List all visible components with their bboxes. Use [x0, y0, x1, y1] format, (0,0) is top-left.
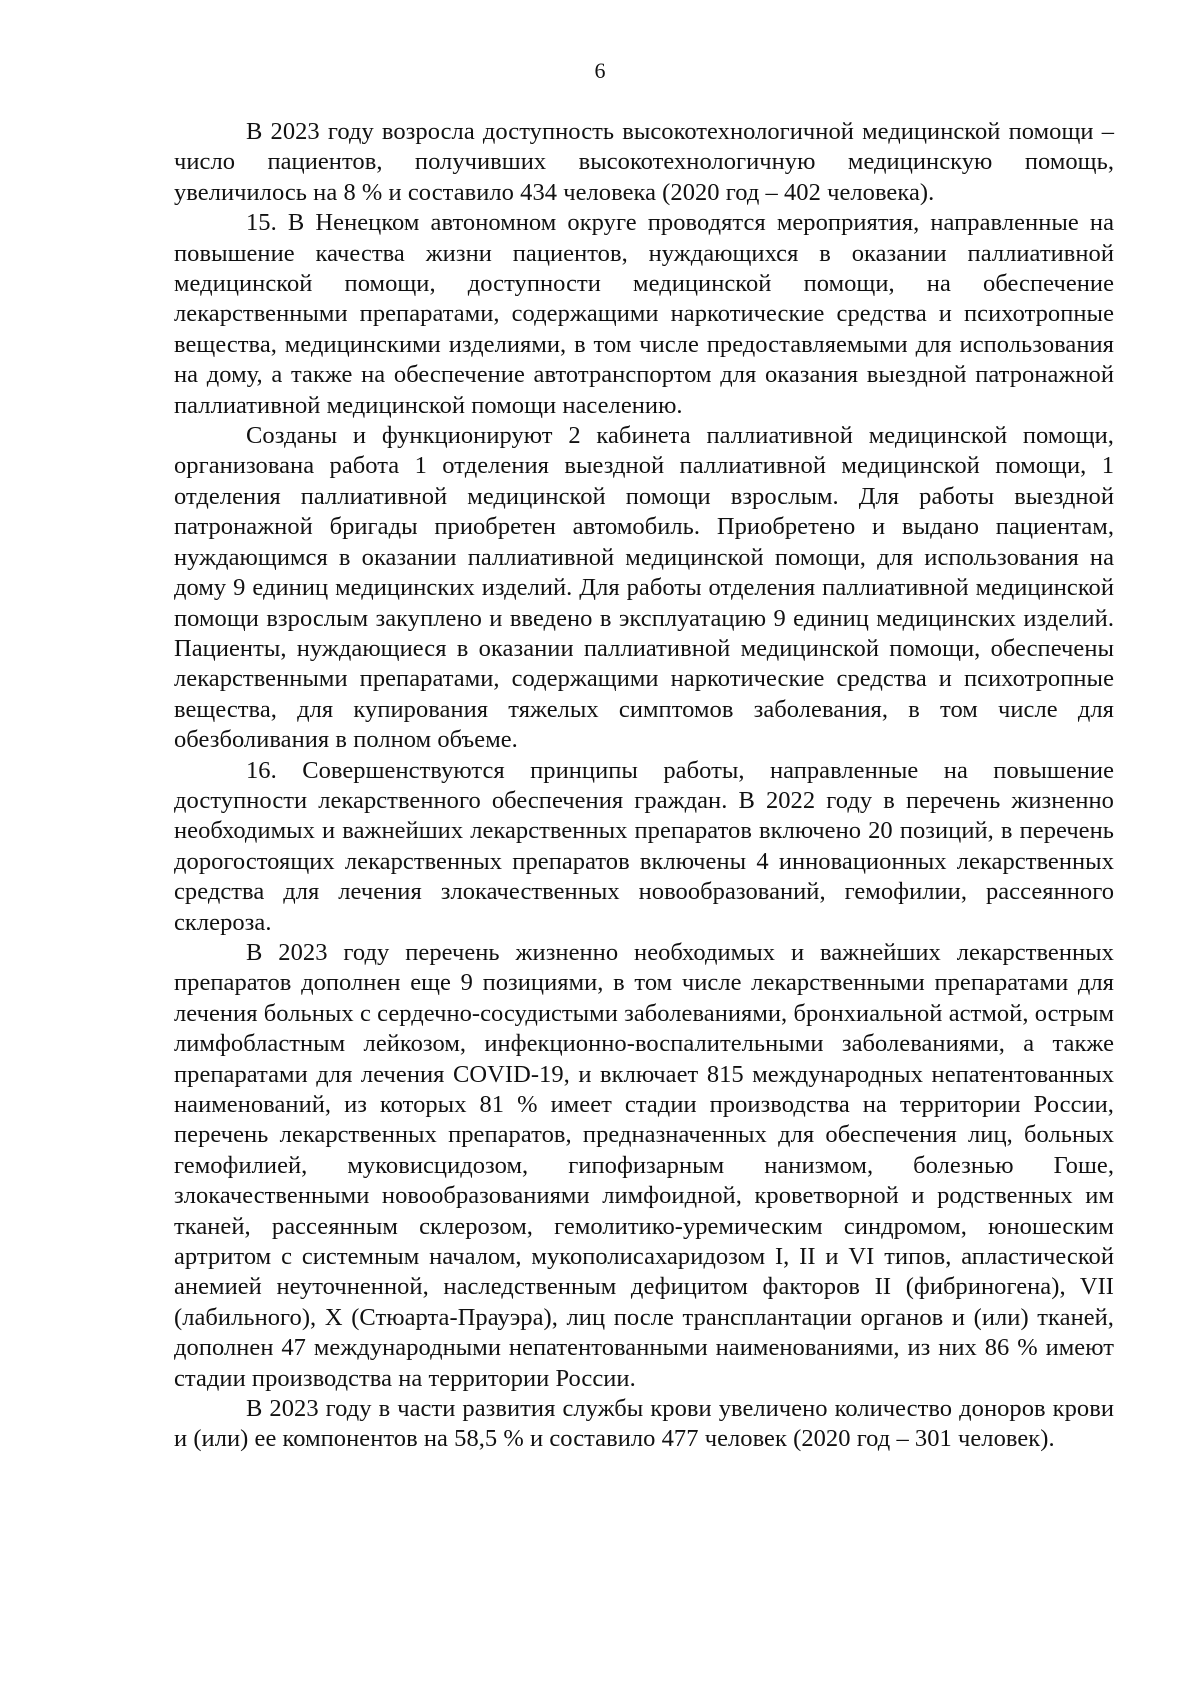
paragraph-palliative-units: Созданы и функционируют 2 кабинета паллиативной медицинской помощи, организована работа 1 отделения выездной паллиативной медицинской помощи, 1 отделения паллиативной медицинской помощи взрослым. Для работы выездной патронажной бригады приобретен автомобиль. Приобретено и выдано пациентам, нуждающимся в оказании паллиативной медицинской помощи, для использования на дому 9 единиц медицинских изделий. Для работы отделения паллиативной медицинской помощи взрослым закуплено и введено в эксплуатацию 9 единиц медицинских изделий. Пациенты, нуждающиеся в оказании паллиативной медицинской помощи, обеспечены лекарственными препаратами, содержащими наркотические средства и психотропные вещества, для купирования тяжелых симптомов заболевания, в том числе для обезболивания в полном объеме. [174, 422, 1114, 754]
paragraph-blood-donors: В 2023 году в части развития службы крови увеличено количество доноров крови и (или) ее компонентов на 58,5 % и составило 477 человек (2020 год – 301 человек). [174, 1395, 1114, 1453]
paragraph-drug-supply: 16. Совершенствуются принципы работы, направленные на повышение доступности лекарственного обеспечения граждан. В 2022 году в перечень жизненно необходимых и важнейших лекарственных препаратов включено 20 позиций, в перечень дорогостоящих лекарственных препаратов включены 4 инновационных лекарственных средства для лечения злокачественных новообразований, гемофилии, рассеянного склероза. [174, 756, 1114, 936]
paragraph-palliative-measures: 15. В Ненецком автономном округе проводятся мероприятия, направленные на повышение качества жизни пациентов, нуждающихся в оказании паллиативной медицинской помощи, доступности медицинской помощи, на обеспечение лекарственными препаратами, содержащими наркотические средства и психотропные вещества, медицинскими изделиями, в том числе предоставляемыми для использования на дому, а также на обеспечение автотранспортом для оказания выездной патронажной паллиативной медицинской помощи населению. [174, 209, 1114, 419]
paragraph-essential-drugs-list: В 2023 году перечень жизненно необходимых и важнейших лекарственных препаратов дополнен еще 9 позициями, в том числе лекарственными препаратами для лечения больных с сердечно-сосудистыми заболеваниями, бронхиальной астмой, острым лимфобластным лейкозом, инфекционно-воспалительными заболеваниями, а также препаратами для лечения COVID-19, и включает 815 международных непатентованных наименований, из которых 81 % имеет стадии производства на территории России, перечень лекарственных препаратов, предназначенных для обеспечения лиц, больных гемофилией, муковисцидозом, гипофизарным нанизмом, болезнью Гоше, злокачественными новообразованиями лимфоидной, кроветворной и родственных им тканей, рассеянным склерозом, гемолитико-уремическим синдромом, юношеским артритом с системным началом, мукополисахаридозом I, II и VI типов, апластической анемией неуточненной, наследственным дефицитом факторов II (фибриногена), VII (лабильного), X (Стюарта-Прауэра), лиц после трансплантации органов и (или) тканей, дополнен 47 международными непатентованными наименованиями, из них 86 % имеют стадии производства на территории России. [174, 938, 1114, 1392]
page-number: 6 [594, 58, 606, 83]
document-body [174, 117, 1114, 1455]
paragraph-htmc-availability: В 2023 году возросла доступность высокотехнологичной медицинской помощи – число пациентов, получивших высокотехнологичную медицинскую помощь, увеличилось на 8 % и составило 434 человека (2020 год – 402 человека). [174, 118, 1114, 206]
